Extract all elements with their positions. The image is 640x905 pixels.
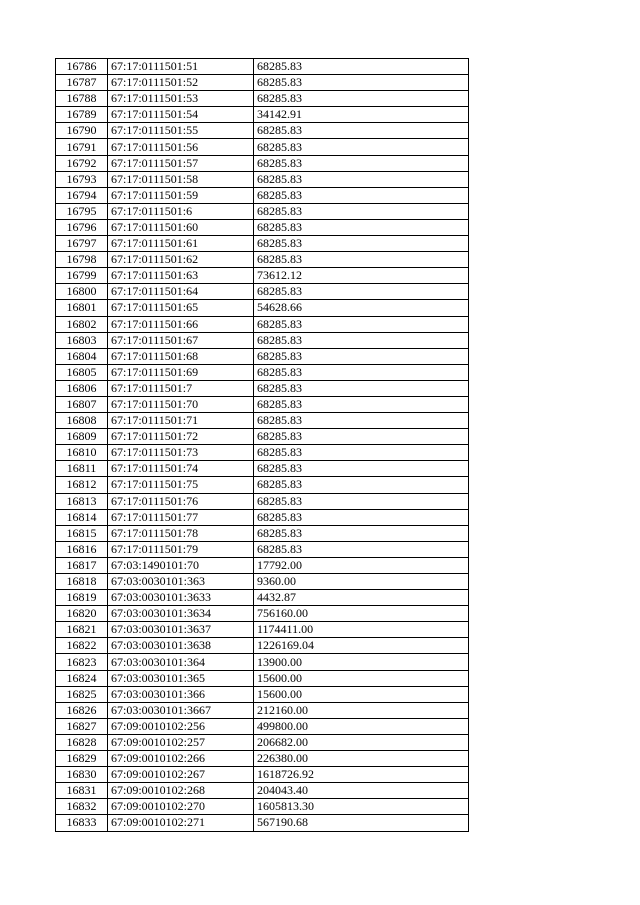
value-cell: 68285.83 bbox=[254, 396, 469, 412]
cadastral-number-cell: 67:03:0030101:3638 bbox=[108, 638, 254, 654]
table-row bbox=[56, 429, 469, 445]
cadastral-number-cell: 67:17:0111501:79 bbox=[108, 541, 254, 557]
table-row bbox=[56, 155, 469, 171]
row-number-cell: 16807 bbox=[56, 396, 108, 412]
table-row bbox=[56, 364, 469, 380]
value-cell: 226380.00 bbox=[254, 751, 469, 767]
value-cell: 68285.83 bbox=[254, 219, 469, 235]
cadastral-number-cell: 67:09:0010102:268 bbox=[108, 783, 254, 799]
table-row bbox=[56, 316, 469, 332]
table-row bbox=[56, 413, 469, 429]
row-number-cell: 16792 bbox=[56, 155, 108, 171]
cadastral-number-cell: 67:17:0111501:71 bbox=[108, 413, 254, 429]
row-number-cell: 16799 bbox=[56, 268, 108, 284]
table-row bbox=[56, 654, 469, 670]
table-row bbox=[56, 686, 469, 702]
value-cell: 212160.00 bbox=[254, 702, 469, 718]
value-cell: 567190.68 bbox=[254, 815, 469, 831]
table-body bbox=[56, 59, 469, 832]
cadastral-number-cell: 67:17:0111501:76 bbox=[108, 493, 254, 509]
data-table bbox=[55, 58, 469, 832]
row-number-cell: 16796 bbox=[56, 219, 108, 235]
cadastral-number-cell: 67:03:0030101:364 bbox=[108, 654, 254, 670]
value-cell: 68285.83 bbox=[254, 380, 469, 396]
row-number-cell: 16816 bbox=[56, 541, 108, 557]
row-number-cell: 16790 bbox=[56, 123, 108, 139]
value-cell: 17792.00 bbox=[254, 557, 469, 573]
cadastral-number-cell: 67:03:0030101:3633 bbox=[108, 590, 254, 606]
value-cell: 4432.87 bbox=[254, 590, 469, 606]
value-cell: 68285.83 bbox=[254, 252, 469, 268]
table-row bbox=[56, 734, 469, 750]
value-cell: 54628.66 bbox=[254, 300, 469, 316]
cadastral-number-cell: 67:17:0111501:75 bbox=[108, 477, 254, 493]
row-number-cell: 16830 bbox=[56, 767, 108, 783]
value-cell: 68285.83 bbox=[254, 541, 469, 557]
cadastral-number-cell: 67:09:0010102:256 bbox=[108, 718, 254, 734]
cadastral-number-cell: 67:17:0111501:67 bbox=[108, 332, 254, 348]
value-cell: 1226169.04 bbox=[254, 638, 469, 654]
value-cell: 68285.83 bbox=[254, 91, 469, 107]
row-number-cell: 16821 bbox=[56, 622, 108, 638]
value-cell: 34142.91 bbox=[254, 107, 469, 123]
table-row bbox=[56, 525, 469, 541]
row-number-cell: 16825 bbox=[56, 686, 108, 702]
row-number-cell: 16798 bbox=[56, 252, 108, 268]
table-row bbox=[56, 799, 469, 815]
cadastral-number-cell: 67:17:0111501:63 bbox=[108, 268, 254, 284]
row-number-cell: 16788 bbox=[56, 91, 108, 107]
row-number-cell: 16801 bbox=[56, 300, 108, 316]
row-number-cell: 16833 bbox=[56, 815, 108, 831]
row-number-cell: 16797 bbox=[56, 236, 108, 252]
value-cell: 68285.83 bbox=[254, 461, 469, 477]
cadastral-number-cell: 67:17:0111501:59 bbox=[108, 187, 254, 203]
row-number-cell: 16827 bbox=[56, 718, 108, 734]
cadastral-number-cell: 67:17:0111501:77 bbox=[108, 509, 254, 525]
value-cell: 15600.00 bbox=[254, 670, 469, 686]
cadastral-number-cell: 67:09:0010102:257 bbox=[108, 734, 254, 750]
row-number-cell: 16805 bbox=[56, 364, 108, 380]
table-row bbox=[56, 815, 469, 831]
row-number-cell: 16810 bbox=[56, 445, 108, 461]
value-cell: 68285.83 bbox=[254, 445, 469, 461]
cadastral-number-cell: 67:17:0111501:70 bbox=[108, 396, 254, 412]
value-cell: 68285.83 bbox=[254, 123, 469, 139]
cadastral-number-cell: 67:17:0111501:73 bbox=[108, 445, 254, 461]
cadastral-number-cell: 67:17:0111501:72 bbox=[108, 429, 254, 445]
table-row bbox=[56, 107, 469, 123]
table-row bbox=[56, 783, 469, 799]
row-number-cell: 16813 bbox=[56, 493, 108, 509]
value-cell: 9360.00 bbox=[254, 574, 469, 590]
row-number-cell: 16823 bbox=[56, 654, 108, 670]
table-row bbox=[56, 75, 469, 91]
cadastral-number-cell: 67:17:0111501:64 bbox=[108, 284, 254, 300]
cadastral-number-cell: 67:17:0111501:62 bbox=[108, 252, 254, 268]
row-number-cell: 16793 bbox=[56, 171, 108, 187]
row-number-cell: 16809 bbox=[56, 429, 108, 445]
cadastral-number-cell: 67:17:0111501:74 bbox=[108, 461, 254, 477]
table-row bbox=[56, 574, 469, 590]
value-cell: 68285.83 bbox=[254, 171, 469, 187]
table-row bbox=[56, 509, 469, 525]
cadastral-number-cell: 67:17:0111501:55 bbox=[108, 123, 254, 139]
value-cell: 68285.83 bbox=[254, 236, 469, 252]
cadastral-number-cell: 67:03:0030101:3667 bbox=[108, 702, 254, 718]
row-number-cell: 16815 bbox=[56, 525, 108, 541]
row-number-cell: 16787 bbox=[56, 75, 108, 91]
value-cell: 15600.00 bbox=[254, 686, 469, 702]
row-number-cell: 16829 bbox=[56, 751, 108, 767]
table-row bbox=[56, 767, 469, 783]
row-number-cell: 16803 bbox=[56, 332, 108, 348]
table-row bbox=[56, 606, 469, 622]
value-cell: 68285.83 bbox=[254, 284, 469, 300]
row-number-cell: 16791 bbox=[56, 139, 108, 155]
row-number-cell: 16832 bbox=[56, 799, 108, 815]
row-number-cell: 16824 bbox=[56, 670, 108, 686]
table-row bbox=[56, 638, 469, 654]
cadastral-number-cell: 67:17:0111501:51 bbox=[108, 59, 254, 75]
cadastral-number-cell: 67:17:0111501:52 bbox=[108, 75, 254, 91]
cadastral-number-cell: 67:17:0111501:68 bbox=[108, 348, 254, 364]
table-row bbox=[56, 751, 469, 767]
table-row bbox=[56, 622, 469, 638]
value-cell: 204043.40 bbox=[254, 783, 469, 799]
cadastral-number-cell: 67:17:0111501:60 bbox=[108, 219, 254, 235]
row-number-cell: 16817 bbox=[56, 557, 108, 573]
row-number-cell: 16820 bbox=[56, 606, 108, 622]
row-number-cell: 16789 bbox=[56, 107, 108, 123]
value-cell: 68285.83 bbox=[254, 316, 469, 332]
table-row bbox=[56, 590, 469, 606]
value-cell: 13900.00 bbox=[254, 654, 469, 670]
value-cell: 1174411.00 bbox=[254, 622, 469, 638]
value-cell: 68285.83 bbox=[254, 364, 469, 380]
value-cell: 1605813.30 bbox=[254, 799, 469, 815]
table-row bbox=[56, 348, 469, 364]
row-number-cell: 16822 bbox=[56, 638, 108, 654]
row-number-cell: 16811 bbox=[56, 461, 108, 477]
value-cell: 68285.83 bbox=[254, 332, 469, 348]
table-row bbox=[56, 91, 469, 107]
cadastral-number-cell: 67:03:1490101:70 bbox=[108, 557, 254, 573]
row-number-cell: 16831 bbox=[56, 783, 108, 799]
cadastral-number-cell: 67:17:0111501:58 bbox=[108, 171, 254, 187]
cadastral-number-cell: 67:03:0030101:365 bbox=[108, 670, 254, 686]
value-cell: 68285.83 bbox=[254, 477, 469, 493]
cadastral-number-cell: 67:09:0010102:270 bbox=[108, 799, 254, 815]
value-cell: 756160.00 bbox=[254, 606, 469, 622]
value-cell: 68285.83 bbox=[254, 187, 469, 203]
value-cell: 68285.83 bbox=[254, 509, 469, 525]
row-number-cell: 16806 bbox=[56, 380, 108, 396]
value-cell: 68285.83 bbox=[254, 155, 469, 171]
cadastral-number-cell: 67:17:0111501:61 bbox=[108, 236, 254, 252]
value-cell: 68285.83 bbox=[254, 429, 469, 445]
table-row bbox=[56, 380, 469, 396]
table-row bbox=[56, 268, 469, 284]
value-cell: 68285.83 bbox=[254, 139, 469, 155]
table-row bbox=[56, 396, 469, 412]
table-row bbox=[56, 203, 469, 219]
value-cell: 68285.83 bbox=[254, 493, 469, 509]
row-number-cell: 16819 bbox=[56, 590, 108, 606]
cadastral-number-cell: 67:17:0111501:6 bbox=[108, 203, 254, 219]
cadastral-number-cell: 67:17:0111501:53 bbox=[108, 91, 254, 107]
value-cell: 68285.83 bbox=[254, 203, 469, 219]
row-number-cell: 16795 bbox=[56, 203, 108, 219]
table-row bbox=[56, 702, 469, 718]
row-number-cell: 16804 bbox=[56, 348, 108, 364]
table-row bbox=[56, 59, 469, 75]
value-cell: 68285.83 bbox=[254, 75, 469, 91]
cadastral-number-cell: 67:03:0030101:363 bbox=[108, 574, 254, 590]
table-row bbox=[56, 300, 469, 316]
cadastral-number-cell: 67:09:0010102:266 bbox=[108, 751, 254, 767]
cadastral-number-cell: 67:17:0111501:56 bbox=[108, 139, 254, 155]
cadastral-number-cell: 67:09:0010102:267 bbox=[108, 767, 254, 783]
table-row bbox=[56, 541, 469, 557]
table-row bbox=[56, 557, 469, 573]
table-row bbox=[56, 718, 469, 734]
cadastral-number-cell: 67:17:0111501:7 bbox=[108, 380, 254, 396]
table-row bbox=[56, 445, 469, 461]
table-row bbox=[56, 219, 469, 235]
table-row bbox=[56, 171, 469, 187]
row-number-cell: 16814 bbox=[56, 509, 108, 525]
cadastral-number-cell: 67:03:0030101:3637 bbox=[108, 622, 254, 638]
row-number-cell: 16808 bbox=[56, 413, 108, 429]
value-cell: 73612.12 bbox=[254, 268, 469, 284]
cadastral-number-cell: 67:17:0111501:57 bbox=[108, 155, 254, 171]
value-cell: 68285.83 bbox=[254, 59, 469, 75]
value-cell: 499800.00 bbox=[254, 718, 469, 734]
table-row bbox=[56, 139, 469, 155]
cadastral-number-cell: 67:17:0111501:65 bbox=[108, 300, 254, 316]
table-row bbox=[56, 187, 469, 203]
row-number-cell: 16786 bbox=[56, 59, 108, 75]
cadastral-number-cell: 67:17:0111501:54 bbox=[108, 107, 254, 123]
cadastral-number-cell: 67:17:0111501:69 bbox=[108, 364, 254, 380]
cadastral-number-cell: 67:03:0030101:3634 bbox=[108, 606, 254, 622]
value-cell: 68285.83 bbox=[254, 413, 469, 429]
row-number-cell: 16802 bbox=[56, 316, 108, 332]
table-row bbox=[56, 284, 469, 300]
table-row bbox=[56, 493, 469, 509]
table-row bbox=[56, 252, 469, 268]
row-number-cell: 16818 bbox=[56, 574, 108, 590]
cadastral-number-cell: 67:17:0111501:66 bbox=[108, 316, 254, 332]
cadastral-number-cell: 67:09:0010102:271 bbox=[108, 815, 254, 831]
row-number-cell: 16826 bbox=[56, 702, 108, 718]
cadastral-number-cell: 67:03:0030101:366 bbox=[108, 686, 254, 702]
table-row bbox=[56, 123, 469, 139]
row-number-cell: 16828 bbox=[56, 734, 108, 750]
table-row bbox=[56, 670, 469, 686]
row-number-cell: 16812 bbox=[56, 477, 108, 493]
value-cell: 206682.00 bbox=[254, 734, 469, 750]
row-number-cell: 16794 bbox=[56, 187, 108, 203]
value-cell: 68285.83 bbox=[254, 525, 469, 541]
table-row bbox=[56, 461, 469, 477]
value-cell: 68285.83 bbox=[254, 348, 469, 364]
table-row bbox=[56, 332, 469, 348]
table-row bbox=[56, 477, 469, 493]
value-cell: 1618726.92 bbox=[254, 767, 469, 783]
table-row bbox=[56, 236, 469, 252]
row-number-cell: 16800 bbox=[56, 284, 108, 300]
cadastral-number-cell: 67:17:0111501:78 bbox=[108, 525, 254, 541]
